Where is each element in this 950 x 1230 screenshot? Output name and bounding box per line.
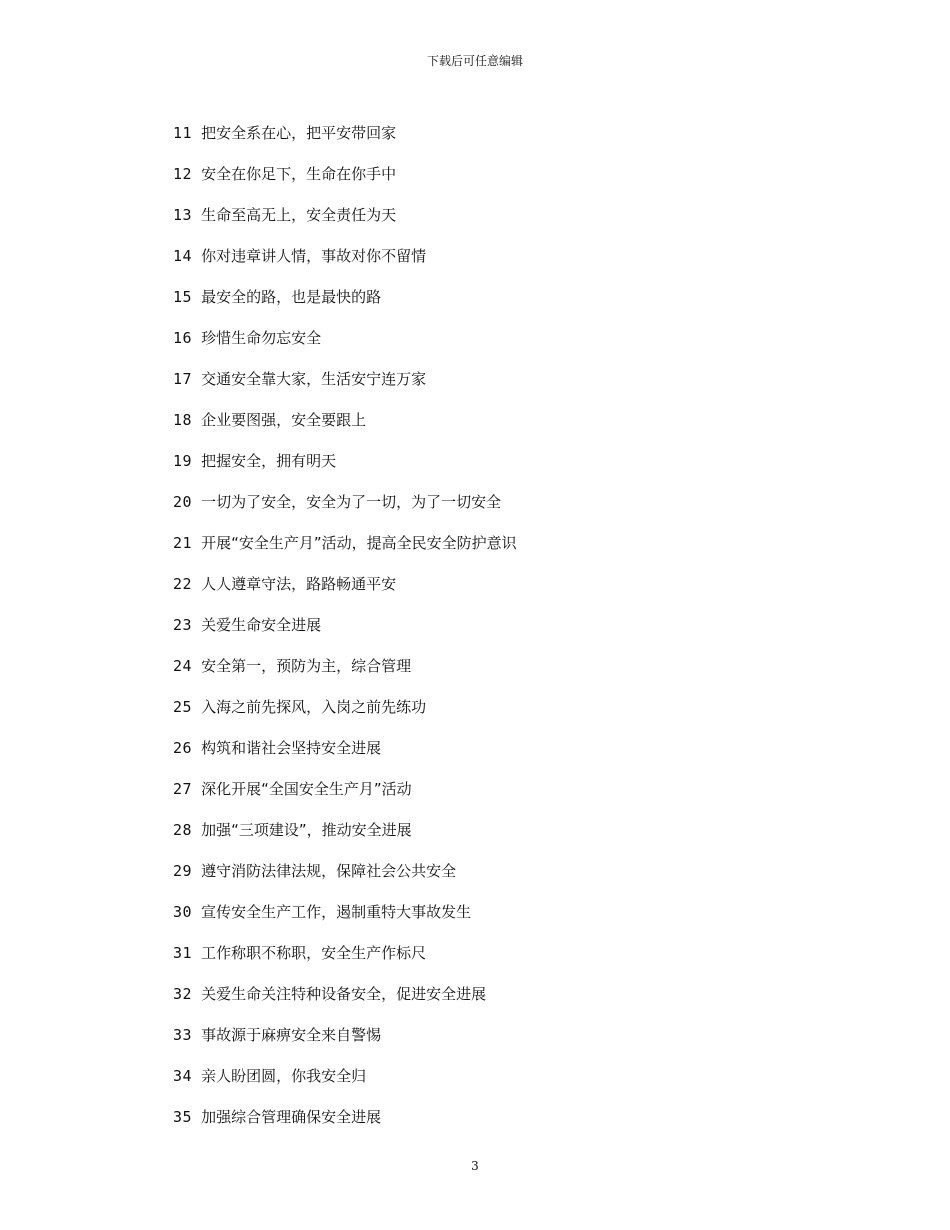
slogan-text: 人人遵章守法，路路畅通平安 — [201, 575, 397, 593]
slogan-number: 31 — [173, 943, 193, 962]
list-item — [173, 727, 773, 768]
slogan-number: 11 — [173, 123, 193, 142]
slogan-number: 25 — [173, 697, 193, 716]
slogan-number: 16 — [173, 328, 193, 347]
slogan-number: 20 — [173, 492, 193, 511]
list-item — [173, 850, 773, 891]
slogan-number: 32 — [173, 984, 193, 1003]
slogan-number: 35 — [173, 1107, 193, 1126]
list-item — [173, 399, 773, 440]
slogan-number: 34 — [173, 1066, 193, 1085]
slogan-text: 亲人盼团圆，你我安全归 — [201, 1067, 367, 1085]
list-item — [173, 891, 773, 932]
page-header: 下载后可任意编辑 — [426, 54, 523, 68]
list-item — [173, 481, 773, 522]
slogan-text: 宣传安全生产工作，遏制重特大事故发生 — [201, 903, 472, 921]
slogan-number: 30 — [173, 902, 193, 921]
slogan-text: 最安全的路，也是最快的路 — [201, 288, 382, 306]
slogan-text: 珍惜生命勿忘安全 — [201, 329, 322, 347]
slogan-text: 入海之前先探风，入岗之前先练功 — [201, 698, 427, 716]
slogan-text: 构筑和谐社会坚持安全进展 — [201, 739, 382, 757]
slogan-text: 把握安全，拥有明天 — [201, 452, 337, 470]
list-item — [173, 1014, 773, 1055]
list-item — [173, 440, 773, 481]
slogan-text: 加强“三项建设”，推动安全进展 — [201, 821, 412, 839]
slogan-text: 企业要图强，安全要跟上 — [201, 411, 367, 429]
list-item — [173, 317, 773, 358]
slogan-number: 21 — [173, 533, 193, 552]
page-number: 3 — [471, 1159, 479, 1173]
slogan-text: 把安全系在心，把平安带回家 — [201, 124, 397, 142]
list-item — [173, 235, 773, 276]
slogan-number: 33 — [173, 1025, 193, 1044]
slogan-text: 生命至高无上，安全责任为天 — [201, 206, 397, 224]
slogan-number: 23 — [173, 615, 193, 634]
slogan-number: 13 — [173, 205, 193, 224]
slogan-number: 19 — [173, 451, 193, 470]
slogan-text: 一切为了安全，安全为了一切，为了一切安全 — [201, 493, 502, 511]
list-item — [173, 973, 773, 1014]
list-item — [173, 768, 773, 809]
list-item — [173, 1055, 773, 1096]
list-item — [173, 932, 773, 973]
slogan-text: 遵守消防法律法规，保障社会公共安全 — [201, 862, 457, 880]
slogan-list — [173, 112, 773, 1137]
list-item — [173, 522, 773, 563]
slogan-number: 29 — [173, 861, 193, 880]
slogan-number: 18 — [173, 410, 193, 429]
list-item — [173, 153, 773, 194]
list-item — [173, 686, 773, 727]
slogan-text: 安全在你足下，生命在你手中 — [201, 165, 397, 183]
slogan-number: 14 — [173, 246, 193, 265]
slogan-number: 22 — [173, 574, 193, 593]
slogan-number: 27 — [173, 779, 193, 798]
slogan-number: 28 — [173, 820, 193, 839]
slogan-number: 24 — [173, 656, 193, 675]
list-item — [173, 358, 773, 399]
slogan-number: 26 — [173, 738, 193, 757]
list-item — [173, 645, 773, 686]
slogan-text: 交通安全靠大家，生活安宁连万家 — [201, 370, 427, 388]
slogan-text: 开展“安全生产月”活动，提高全民安全防护意识 — [201, 534, 517, 552]
slogan-text: 你对违章讲人情，事故对你不留情 — [201, 247, 427, 265]
list-item — [173, 194, 773, 235]
list-item — [173, 563, 773, 604]
slogan-number: 17 — [173, 369, 193, 388]
slogan-text: 关爱生命安全进展 — [201, 616, 322, 634]
list-item — [173, 809, 773, 850]
slogan-number: 12 — [173, 164, 193, 183]
slogan-text: 安全第一，预防为主，综合管理 — [201, 657, 412, 675]
slogan-text: 加强综合管理确保安全进展 — [201, 1108, 382, 1126]
list-item — [173, 1096, 773, 1137]
slogan-text: 工作称职不称职，安全生产作标尺 — [201, 944, 427, 962]
list-item — [173, 276, 773, 317]
list-item — [173, 604, 773, 645]
slogan-number: 15 — [173, 287, 193, 306]
slogan-text: 事故源于麻痹安全来自警惕 — [201, 1026, 382, 1044]
slogan-text: 关爱生命关注特种设备安全，促进安全进展 — [201, 985, 487, 1003]
list-item — [173, 112, 773, 153]
slogan-text: 深化开展“全国安全生产月”活动 — [201, 780, 412, 798]
